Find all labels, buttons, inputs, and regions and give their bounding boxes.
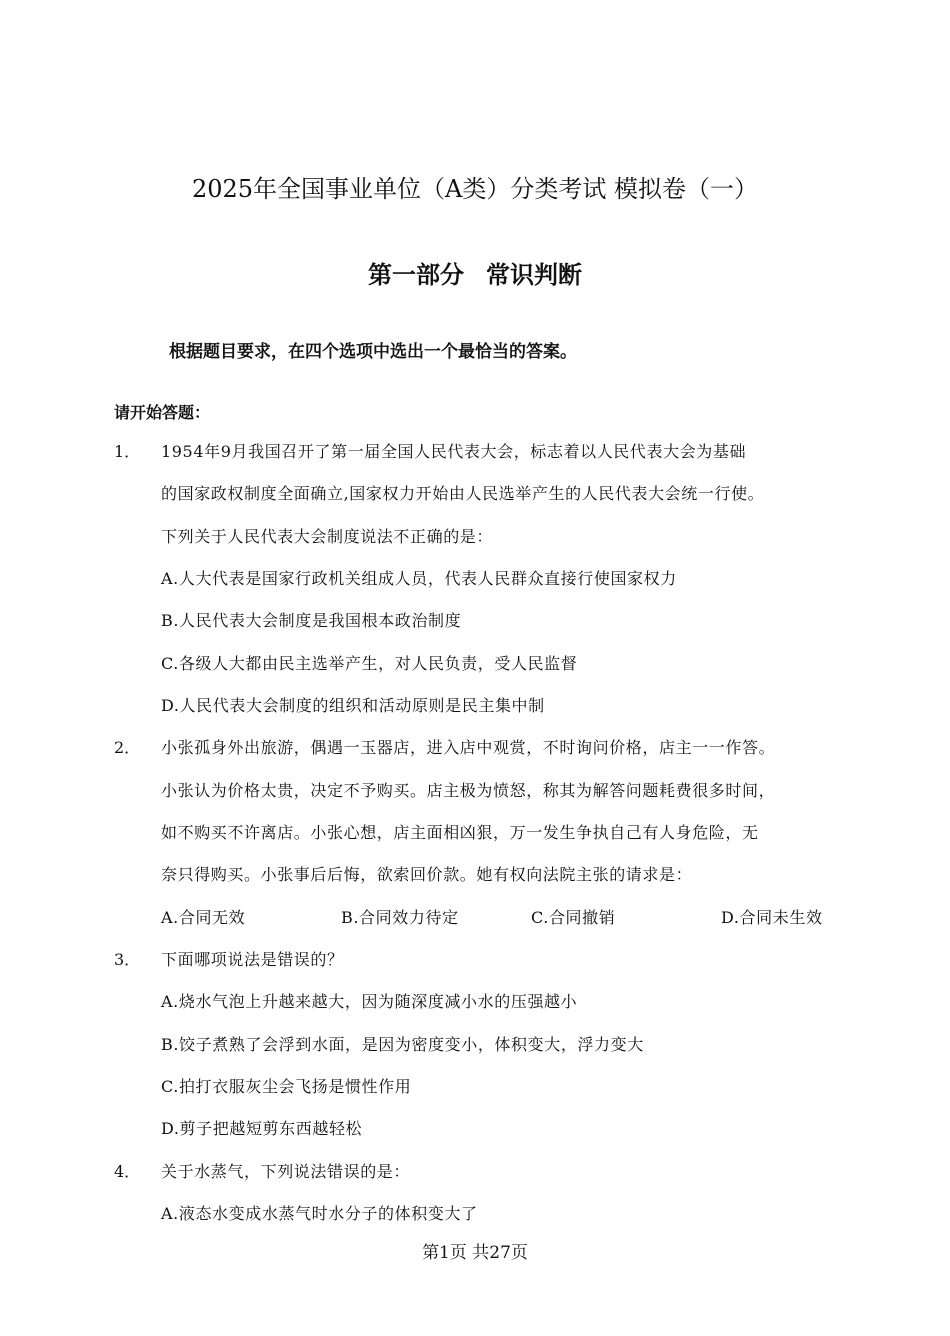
question-stem-line: 的国家政权制度全面确立,国家权力开始由人民选举产生的人民代表大会统一行使。: [161, 484, 765, 503]
instruction-text: 根据题目要求，在四个选项中选出一个最恰当的答案。: [169, 342, 577, 362]
option-c: C.各级人大都由民主选举产生，对人民负责，受人民监督: [161, 654, 578, 673]
question-number: 3．: [114, 950, 141, 969]
question-stem-line: 小张孤身外出旅游，偶遇一玉器店，进入店中观赏，不时询问价格，店主一一作答。: [161, 738, 776, 757]
option-a: A.烧水气泡上升越来越大，因为随深度减小水的压强越小: [161, 992, 578, 1011]
option-b: B.合同效力待定: [341, 908, 459, 927]
option-d: D.人民代表大会制度的组织和活动原则是民主集中制: [161, 696, 545, 715]
option-d: D.合同未生效: [721, 908, 823, 927]
question-stem-line: 如不购买不许离店。小张心想，店主面相凶狠，万一发生争执自己有人身危险，无: [161, 823, 759, 842]
option-a: A.液态水变成水蒸气时水分子的体积变大了: [161, 1204, 478, 1223]
option-b: B.人民代表大会制度是我国根本政治制度: [161, 611, 462, 630]
question-stem-line: 1954年9月我国召开了第一届全国人民代表大会，标志着以人民代表大会为基础: [161, 442, 747, 461]
question-number: 1．: [114, 442, 141, 461]
option-c: C.拍打衣服灰尘会飞扬是惯性作用: [161, 1077, 412, 1096]
question-stem-line: 关于水蒸气，下列说法错误的是：: [161, 1162, 411, 1181]
part-number: 第一部分: [368, 261, 464, 289]
option-c: C.合同撤销: [531, 908, 616, 927]
question-stem-line: 下列关于人民代表大会制度说法不正确的是：: [161, 527, 494, 546]
exam-title: 2025年全国事业单位（A类）分类考试 模拟卷（一）: [191, 175, 759, 203]
question-number: 2．: [114, 738, 141, 757]
part-name: 常识判断: [486, 261, 582, 289]
question-stem-line: 奈只得购买。小张事后后悔，欲索回价款。她有权向法院主张的请求是：: [161, 865, 693, 884]
option-b: B.饺子煮熟了会浮到水面，是因为密度变小，体积变大，浮力变大: [161, 1035, 644, 1054]
option-a: A.人大代表是国家行政机关组成人员，代表人民群众直接行使国家权力: [161, 569, 677, 588]
question-stem-line: 小张认为价格太贵，决定不予购买。店主极为愤怒，称其为解答问题耗费很多时间，: [161, 781, 776, 800]
question-number: 4．: [114, 1162, 141, 1181]
page-number: 第1页 共27页: [422, 1243, 528, 1263]
option-d: D.剪子把越短剪东西越轻松: [161, 1119, 363, 1138]
question-stem-line: 下面哪项说法是错误的？: [161, 950, 344, 969]
option-a: A.合同无效: [161, 908, 246, 927]
part-heading: [0, 258, 950, 292]
start-label: 请开始答题：: [114, 403, 211, 422]
